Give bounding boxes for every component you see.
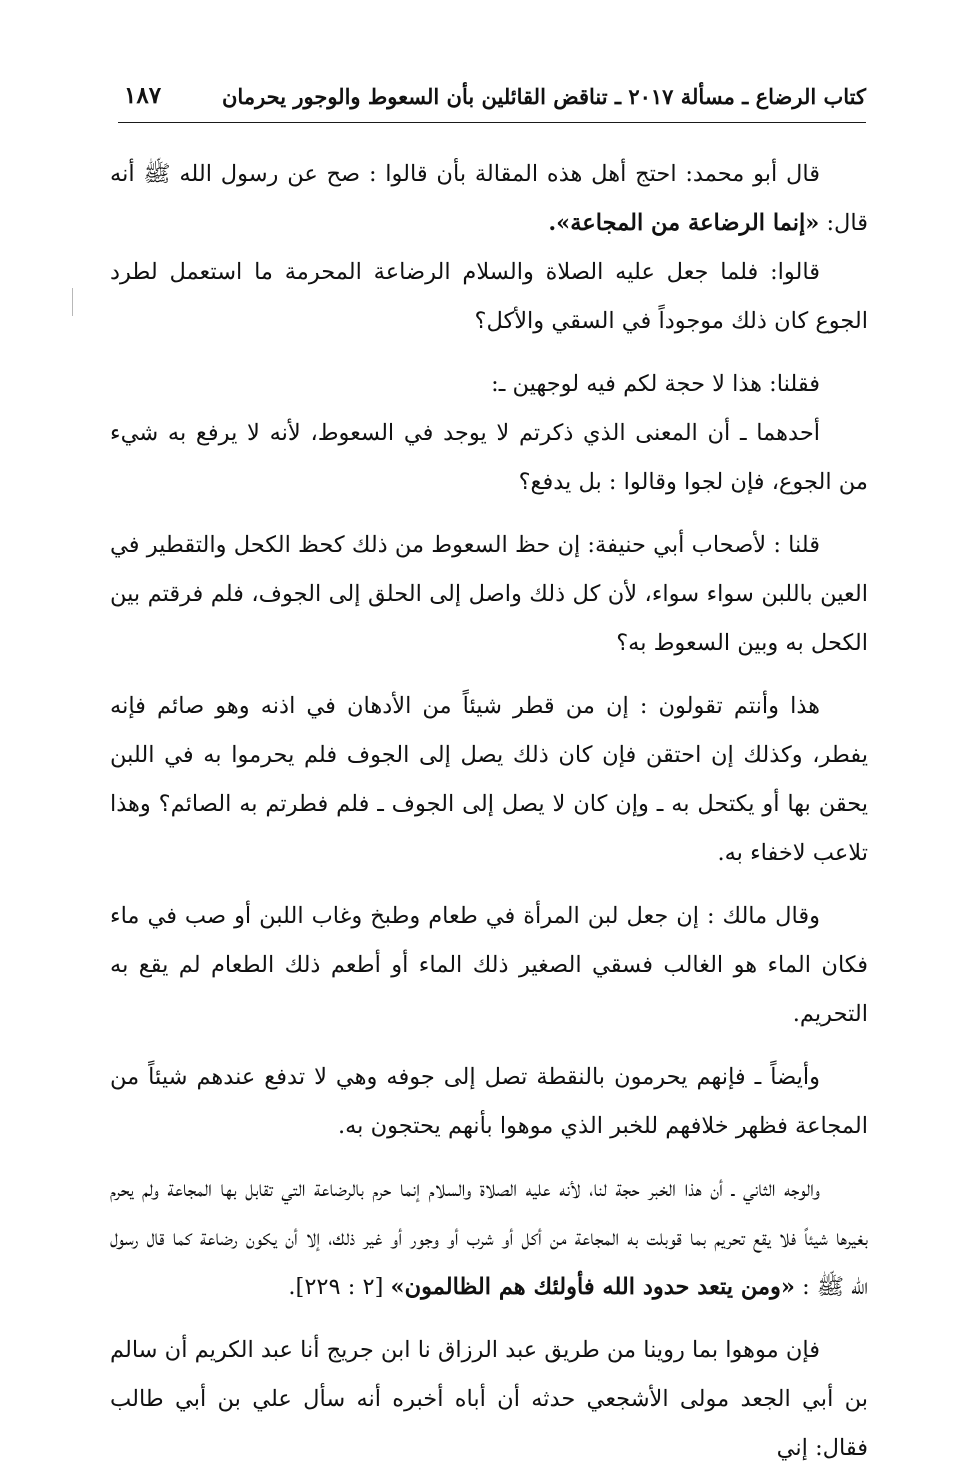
paragraph-2 [110,248,868,346]
paragraph-10 [110,1326,868,1473]
paragraph-5 [110,521,868,668]
paragraph-4 [110,409,868,507]
paragraph-1-text: قال أبو محمد: احتج أهل هذه المقالة بأن قالوا : صح عن رسول الله ﷺ أنه قال: [110,161,868,236]
page-number: ١٨٧ [124,82,162,109]
paragraph-6-text: هذا وأنتم تقولون : إن من قطر شيئاً من الأدهان في اذنه وهو صائم فإنه يفطر، وكذلك إن احتقن فإن كان ذلك يصل إلى الجوف فلم يحرموا به في اللبن يحقن بها أو يكتحل به ـ وإن كان لا يصل إلى الجوف ـ فلم فطرتم به الصائم؟ وهذا تلاعب لاخفاء به. [110,693,868,866]
paragraph-4-text: أحدهما ـ أن المعنى الذي ذكرتم لا يوجد في السعوط، لأنه لا يرفع به شيء من الجوع، فإن لجوا وقالوا : بل يدفع؟ [110,420,868,495]
body-text [110,150,868,1473]
paragraph-1-quote: «إنما الرضاعة من المجاعة». [548,210,820,236]
margin-mark [72,288,73,316]
paragraph-8-text: وأيضاً ـ فإنهم يحرمون بالنقطة تصل إلى جوفه وهي لا تدفع عندهم شيئاً من المجاعة فظهر خلافهم للخبر الذي موهوا بأنهم يحتجون به. [110,1064,868,1139]
paragraph-7-text: وقال مالك : إن جعل لبن المرأة في طعام وطبخ وغاب اللبن أو صب في ماء فكان الماء هو الغالب فسقي الصغير ذلك الماء أو أطعم ذلك الطعام لم يقع به التحريم. [110,903,868,1027]
paragraph-6 [110,682,868,878]
running-header [118,78,866,123]
paragraph-7 [110,892,868,1039]
paragraph-9 [110,1165,868,1312]
paragraph-10-text: فإن موهوا بما روينا من طريق عبد الرزاق نا ابن جريج أنا عبد الكريم أن سالم بن أبي الجعد مولى الأشجعي حدثه أن أباه أخبره أنه سأل علي بن أبي طالب فقال: إني [109,1337,868,1461]
running-title: كتاب الرضاع ـ مسألة ٢٠١٧ ـ تناقض القائلين بأن السعوط والوجور يحرمان [222,84,866,109]
paragraph-9-tail: [٢ : ٢٢٩]. [288,1274,391,1300]
paragraph-9-text: والوجه الثاني ـ أن هذا الخبر حجة لنا، لأنه عليه الصلاة والسلام إنما حرم بالرضاعة التي تقابل بها المجاعة ولم يحرم بغيرها شيئاً فلا يقع تحريم بما قوبلت به المجاعة من أكل أو شرب أو وجور أو غير ذلك، إلا أن يكون رضاعة كما قال رسول الله ﷺ : [110,1176,868,1300]
paragraph-3-text: فقلنا: هذا لا حجة لكم فيه لوجهين ـ: [491,371,820,397]
paragraph-1 [110,150,868,248]
paragraph-3 [110,360,868,409]
paragraph-9-quote: «ومن يتعد حدود الله فأولئك هم الظالمون» [390,1274,795,1300]
paragraph-5-text: قلنا : لأصحاب أبي حنيفة: إن حظ السعوط من ذلك كحظ الكحل والتقطير في العين باللبن سواء سواء، لأن كل ذلك واصل إلى الحلق إلى الجوف، فلم فرقتم بين الكحل به وبين السعوط به؟ [110,532,868,656]
paragraph-2-text: قالوا: فلما جعل عليه الصلاة والسلام الرضاعة المحرمة ما استعمل لطرد الجوع كان ذلك موجوداً في السقي والأكل؟ [110,259,868,334]
paragraph-8 [110,1053,868,1151]
